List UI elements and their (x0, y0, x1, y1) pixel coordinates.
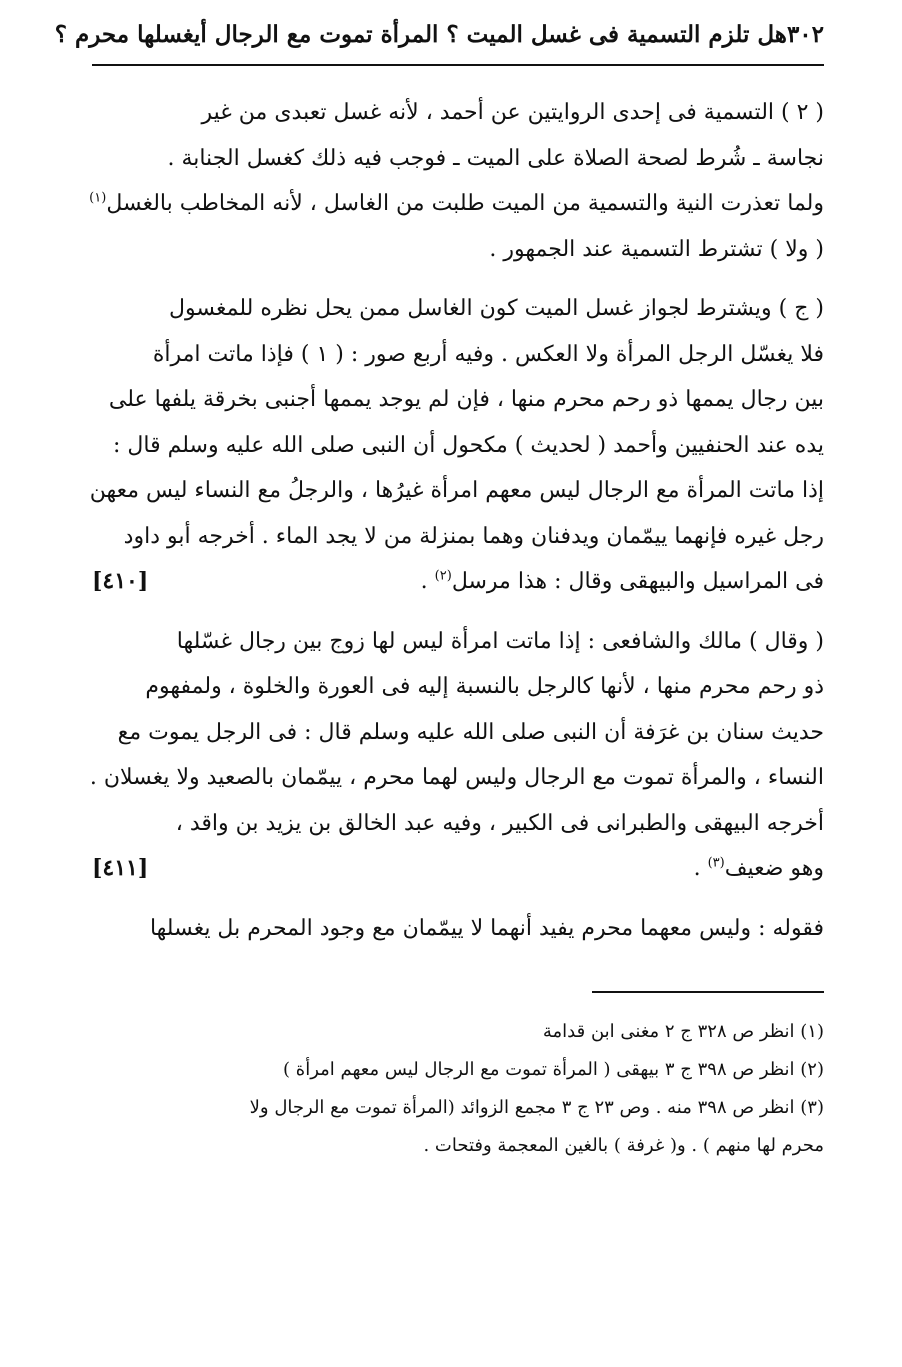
paragraph-tasmiya (89, 90, 824, 272)
text-line: يده عند الحنفيين وأحمد ( لحديث ) مكحول أن النبى صلى الله عليه وسلم قال : (113, 432, 824, 458)
paragraph-malik-shafii (89, 619, 824, 892)
text-line-body: فى المراسيل والبيهقى وقال : هذا مرسل$^{(٢)}$ . (420, 568, 824, 594)
text-line (92, 846, 824, 892)
text-line-content: ولما تعذرت النية والتسمية من الميت طلبت من الغاسل ، لأنه المخاطب بالغسل (106, 191, 824, 216)
text-line: ذو رحم محرم منها ، لأنها كالرجل بالنسبة إليه فى العورة والخلوة ، ولمفهوم (145, 674, 824, 699)
text-line: حديث سنان بن غرَفة أن النبى صلى الله عليه وسلم قال : فى الرجل يموت مع (117, 719, 824, 745)
text-line: ( ج ) ويشترط لجواز غسل الميت كون الغاسل ممن يحل نظره للمغسول (169, 296, 824, 321)
footnote-line: (٢) انظر ص ٣٩٨ ج ٣ بيهقى ( المرأة تموت مع الرجال ليس معهم امرأة ) (283, 1059, 824, 1080)
footnote-line: محرم لها منهم ) . و( غرفة ) بالغين المعجمة وفتحات . (423, 1135, 824, 1156)
text-line: النساء ، والمرأة تموت مع الرجال وليس لهما محرم ، ييمّمان بالصعيد ولا يغسلان . (89, 765, 824, 790)
text-line: فلا يغسّل الرجل المرأة ولا العكس . وفيه أربع صور : ( ١ ) فإذا ماتت امرأة (152, 341, 824, 367)
text-line: أخرجه البيهقى والطبرانى فى الكبير ، وفيه عبد الخالق بن يزيد بن واقد ، (175, 810, 824, 836)
text-line: ( وقال ) مالك والشافعى : إذا ماتت امرأة ليس لها زوج بين رجال غسّلها (176, 628, 824, 654)
footnote-marker: (٣) (707, 855, 725, 871)
footnote-line: (٣) انظر ص ٣٩٨ منه . وص ٢٣ ج ٣ مجمع الزوائد (المرأة تموت مع الرجال ولا (249, 1097, 824, 1118)
text-line: بين رجال يممها ذو رحم محرم منها ، فإن لم يوجد يممها أجنبى بخرقة يلفها على (108, 387, 824, 412)
text-line-body: وهو ضعيف$^{(٣)}$ . (693, 855, 824, 881)
text-line-content: وهو ضعيف (724, 856, 824, 881)
hadith-reference-number: [٤١٠] (92, 568, 149, 594)
hadith-reference-number: [٤١١] (92, 855, 149, 881)
text-line: إذا ماتت المرأة مع الرجال ليس معهم امرأة غيرُها ، والرجلُ مع النساء ليس معهن (89, 478, 824, 503)
text-line (89, 181, 824, 227)
running-header (54, 14, 824, 56)
text-line: ( ٢ ) التسمية فى إحدى الروايتين عن أحمد ، لأنه غسل تعبدى من غير (201, 100, 824, 125)
header-rule (92, 64, 824, 66)
text-line: فقوله : وليس معهما محرم يفيد أنهما لا ييمّمان مع وجود المحرم بل يغسلها (149, 915, 824, 941)
footnote-line: (١) انظر ص ٣٢٨ ج ٢ مغنى ابن قدامة (542, 1021, 824, 1042)
text-line: نجاسة ـ شُرط لصحة الصلاة على الميت ـ فوجب فيه ذلك كغسل الجنابة . (167, 145, 824, 171)
footnote-marker: (١) (89, 190, 107, 206)
paragraph-ghasil-condition (89, 286, 824, 605)
paragraph-conclusion (92, 906, 824, 952)
footnote-marker: (٢) (434, 568, 452, 584)
footnotes (92, 1013, 824, 1165)
text-line (92, 559, 824, 605)
page-number: ٣٠٢ (786, 21, 824, 48)
text-line: ( ولا ) تشترط التسمية عند الجمهور . (489, 236, 824, 262)
running-title: هل تلزم التسمية فى غسل الميت ؟ المرأة تموت مع الرجال أيغسلها محرم ؟ (54, 21, 787, 48)
footnote-rule (592, 991, 824, 993)
text-line-content: فى المراسيل والبيهقى وقال : هذا مرسل (451, 569, 824, 594)
text-line: رجل غيره فإنهما ييمّمان ويدفنان وهما بمنزلة من لا يجد الماء . أخرجه أبو داود (123, 523, 824, 549)
